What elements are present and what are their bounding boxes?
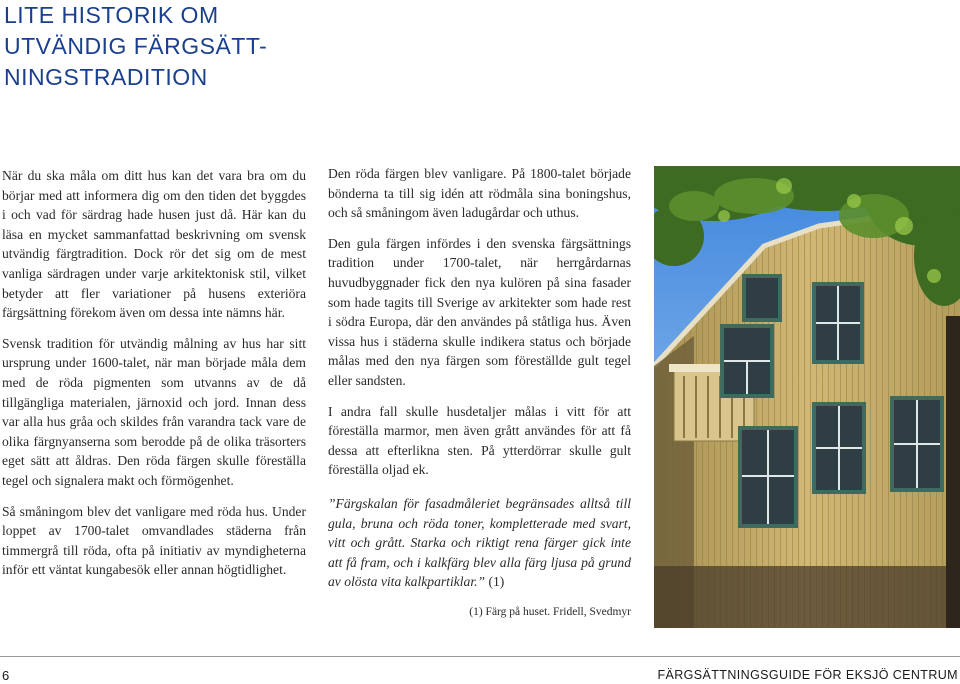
title-line-1: LITE HISTORIK OM	[4, 2, 219, 28]
paragraph: Den gula färgen infördes i den svenska färgsättnings tradition under 1700-talet, när herrgårdarnas huvudbyggnader fick den nya kulören på sina fasader som hade tagits till Sverige av arkitekter som hade rest i södra Europa, där den användes på ståtliga hus. Även vissa hus i städerna skulle indikera status och började målas med den nya färgen som föreställde gult tegel eller sandsten.	[328, 235, 631, 388]
paragraph: I andra fall skulle husdetaljer målas i vitt för att föreställa marmor, men även grått användes för att få dessa att efterlikna sten. På ytterdörrar skulle gult föreställa oljad ek.	[328, 403, 631, 478]
quote-reference: (1)	[485, 574, 505, 590]
left-text-column	[2, 166, 306, 591]
footer-document-title: FÄRGSÄTTNINGSGUIDE FÖR EKSJÖ CENTRUM	[657, 668, 958, 682]
paragraph: Så småningom blev det vanligare med röda hus. Under loppet av 1700-talet omvandlades städerna från timmergrå till röda, ofta på initiativ av myndigheterna inför ett väntat kungabesök eller annan högtidlighet.	[2, 503, 306, 578]
quote-text: ”Färgskalan för fasadmåleriet begränsades alltså till gula, bruna och röda toner, kompletterade med svart, vitt och grått. Starka och riktigt rena färger gick inte att få fram, och i kalkfärg blev alla färg ljusa på grund av olösta vita kalkpartiklar.”	[328, 495, 631, 590]
paragraph: Svensk tradition för utvändig målning av hus har sitt ursprung under 1600-talet, när man började måla dem med de röda pigmenten som utvanns av de då tillgängliga materialen, järnoxid och jord. Innan dess var alla hus gråa och skildes från varandra tack vare de olika färgnyanserna som berodde på de olika träsorters eget sätt att åldras. Den röda färgen skulle föreställa tegel och signalera makt och förmögenhet.	[2, 335, 306, 488]
quote	[328, 494, 631, 592]
title-line-2: UTVÄNDIG FÄRGSÄTT-	[4, 33, 268, 59]
source-caption: (1) Färg på huset. Fridell, Svedmyr	[469, 605, 631, 618]
page-number: 6	[2, 668, 10, 683]
footer-divider	[0, 656, 960, 657]
title-line-3: NINGSTRADITION	[4, 64, 208, 90]
paragraph: Den röda färgen blev vanligare. På 1800-talet började bönderna ta till sig idén att rödmåla sina boningshus, och så småningom även ladugårdar och uthus.	[328, 166, 631, 221]
house-photo-illustration	[654, 166, 960, 628]
paragraph: När du ska måla om ditt hus kan det vara bra om du börjar med att informera dig om den tiden det byggdes i och vad för särdrag hade husen just då. Här kan du läsa en mycket sammanfattad beskrivning om svensk utvändig färgtradition. Dock rör det sig om de mest vanliga särdragen under varje arkitektonisk stil, vilket betyder att fler variationer på husens exteriöra färgsättning förekom även om dessa inte nämns här.	[2, 168, 306, 321]
house-photo	[654, 166, 960, 628]
middle-text-column	[328, 164, 631, 622]
page-title	[4, 0, 344, 93]
